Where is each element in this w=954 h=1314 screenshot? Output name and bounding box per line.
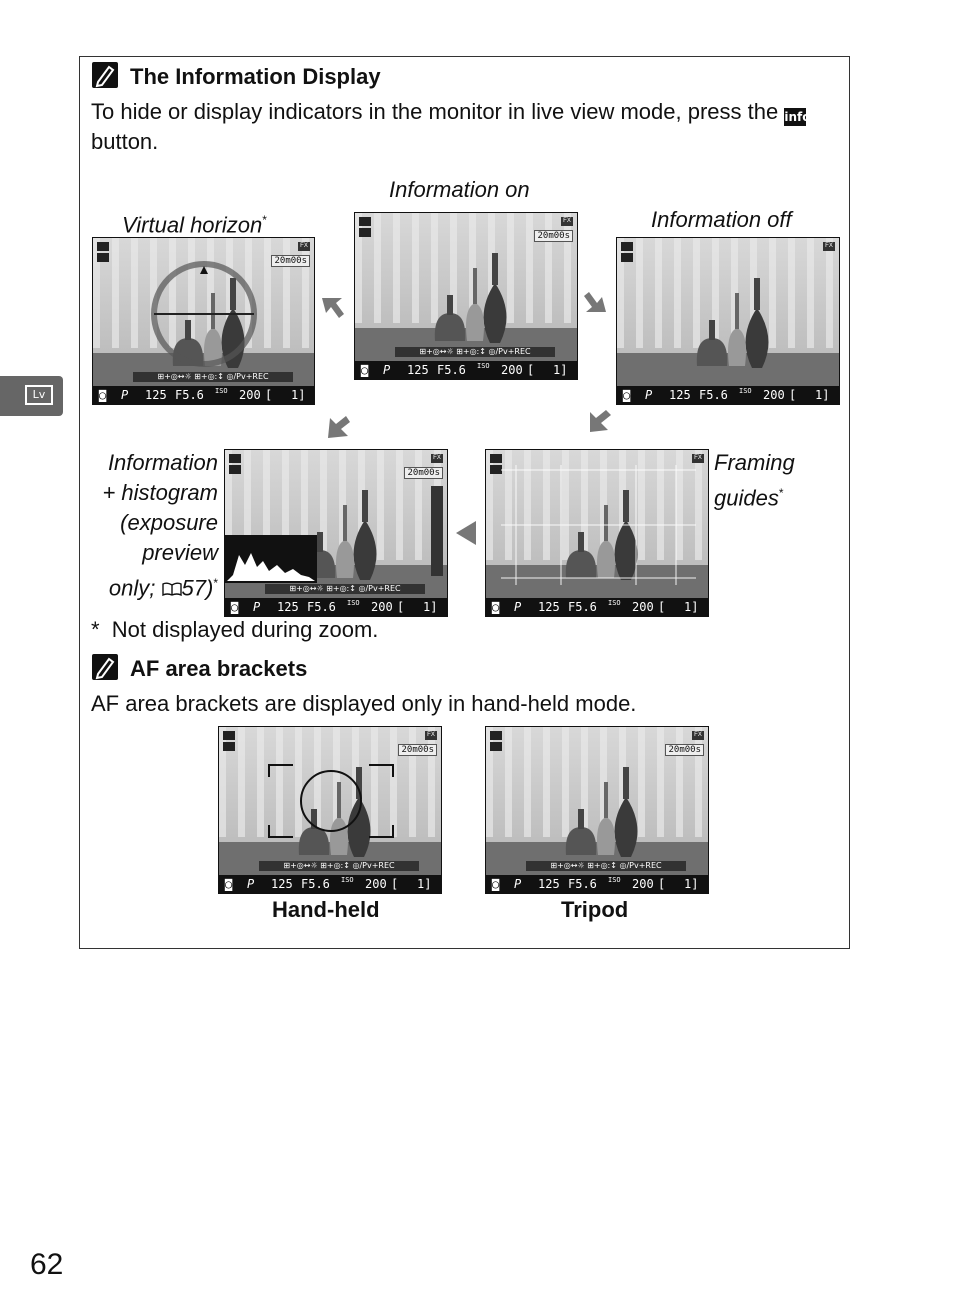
exposure-status-bar (93, 386, 314, 404)
bracket-open: [ (527, 363, 535, 377)
screen-tripod (485, 726, 709, 894)
iso-label: ISO (347, 599, 360, 607)
aperture: F5.6 (307, 600, 336, 614)
fx-format-icon: FX (692, 454, 704, 463)
bracket-open: [ (658, 600, 666, 614)
shutter-speed: 125 (271, 877, 293, 891)
shutter-speed: 125 (145, 388, 167, 402)
caption-tripod: Tripod (561, 897, 629, 922)
screen-virtual-horizon (92, 237, 315, 405)
shutter-speed: 125 (277, 600, 299, 614)
movie-mode-icon (490, 731, 502, 753)
movie-mode-icon (621, 242, 633, 264)
metering-icon: ◙ (99, 388, 107, 402)
screen-information-on (354, 212, 578, 380)
exposure-status-bar (617, 386, 839, 404)
arrow-to-virtual-horizon (318, 294, 348, 320)
framing-grid (486, 450, 709, 600)
screen-histogram (224, 449, 448, 617)
remaining-time: 20m00s (665, 744, 704, 756)
label-information-off: Information off (651, 207, 792, 232)
aperture: F5.6 (437, 363, 466, 377)
screen-framing-guides (485, 449, 709, 617)
note-body (91, 97, 843, 157)
screen-hand-held (218, 726, 442, 894)
frames-remaining: 1] (553, 363, 568, 377)
arrow-to-framing-guides (586, 410, 616, 436)
note2-title: AF area brackets (130, 656, 308, 681)
live-view-section-tab (0, 376, 63, 416)
aperture: F5.6 (568, 877, 597, 891)
screen-information-off (616, 237, 840, 405)
shutter-speed: 125 (538, 600, 560, 614)
control-icon-row: ⊞+◎↔☼ ⊞+◎:↕ ◎/Pv+REC (526, 861, 686, 871)
label-framing-guides: Framing guides* (714, 450, 795, 511)
frames-remaining: 1] (291, 388, 306, 402)
frames-remaining: 1] (684, 877, 699, 891)
remaining-time: 20m00s (534, 230, 573, 242)
frames-remaining: 1] (684, 600, 699, 614)
fx-format-icon: FX (561, 217, 573, 226)
bracket-open: [ (391, 877, 399, 891)
iso-label: ISO (608, 876, 621, 884)
iso-label: ISO (215, 387, 228, 395)
live-view-icon: Lv (25, 385, 53, 405)
fx-format-icon: FX (692, 731, 704, 740)
pencil-note-icon (92, 62, 118, 88)
metering-icon: ◙ (623, 388, 631, 402)
iso-value: 200 (239, 388, 261, 402)
iso-value: 200 (371, 600, 393, 614)
pencil-note-icon-2 (92, 654, 118, 680)
remaining-time: 20m00s (404, 467, 443, 479)
frames-remaining: 1] (423, 600, 438, 614)
iso-label: ISO (341, 876, 354, 884)
virtual-horizon-dial (148, 258, 260, 370)
exposure-status-bar (486, 598, 708, 616)
af-area-brackets (267, 763, 395, 839)
shutter-speed: 125 (407, 363, 429, 377)
fx-format-icon: FX (425, 731, 437, 740)
note2-body: AF area brackets are displayed only in hand-held mode. (91, 691, 637, 716)
control-icon-row: ⊞+◎↔☼ ⊞+◎:↕ ◎/Pv+REC (265, 584, 425, 594)
arrow-to-information-off (580, 290, 610, 316)
iso-value: 200 (365, 877, 387, 891)
iso-value: 200 (632, 600, 654, 614)
bracket-open: [ (789, 388, 797, 402)
movie-mode-icon (229, 454, 241, 476)
exposure-mode: P (645, 388, 653, 402)
label-information-on: Information on (389, 177, 530, 202)
movie-mode-icon (359, 217, 371, 239)
bracket-open: [ (397, 600, 405, 614)
aperture: F5.6 (301, 877, 330, 891)
control-icon-row: ⊞+◎↔☼ ⊞+◎:↕ ◎/Pv+REC (395, 347, 555, 357)
note-body-text: To hide or display indicators in the monitor in live view mode, press the (91, 99, 779, 124)
exposure-status-bar (355, 361, 577, 379)
frames-remaining: 1] (417, 877, 432, 891)
movie-mode-icon (97, 242, 109, 264)
exposure-mode: P (253, 600, 261, 614)
exposure-mode: P (121, 388, 129, 402)
fx-format-icon: FX (823, 242, 835, 251)
page-number: 62 (30, 1248, 64, 1281)
remaining-time: 20m00s (398, 744, 437, 756)
iso-value: 200 (501, 363, 523, 377)
histogram (225, 535, 317, 583)
remaining-time: 20m00s (271, 255, 310, 267)
exposure-mode: P (514, 600, 522, 614)
metering-icon: ◙ (231, 600, 239, 614)
fx-format-icon: FX (431, 454, 443, 463)
note-body-text-end: button. (91, 129, 159, 154)
exposure-mode: P (383, 363, 391, 377)
label-histogram: Information + histogram (exposure preview only; 57)* (102, 450, 218, 601)
shutter-speed: 125 (669, 388, 691, 402)
frames-remaining: 1] (815, 388, 830, 402)
exposure-mode: P (247, 877, 255, 891)
iso-value: 200 (632, 877, 654, 891)
metering-icon: ◙ (492, 600, 500, 614)
exposure-status-bar (486, 875, 708, 893)
movie-mode-icon (223, 731, 235, 753)
control-icon-row: ⊞+◎↔☼ ⊞+◎:↕ ◎/Pv+REC (259, 861, 419, 871)
arrow-to-virtual-horizon-up (324, 414, 354, 442)
book-icon (162, 574, 182, 588)
bracket-open: [ (265, 388, 273, 402)
iso-value: 200 (763, 388, 785, 402)
control-icon-row: ⊞+◎↔☼ ⊞+◎:↕ ◎/Pv+REC (133, 372, 293, 382)
metering-icon: ◙ (492, 877, 500, 891)
exposure-status-bar (225, 598, 447, 616)
fx-format-icon: FX (298, 242, 310, 251)
shutter-speed: 125 (538, 877, 560, 891)
exposure-indicator (431, 486, 443, 576)
metering-icon: ◙ (361, 363, 369, 377)
bracket-open: [ (658, 877, 666, 891)
arrow-to-histogram (454, 519, 478, 547)
info-button-icon: info (784, 110, 811, 124)
aperture: F5.6 (175, 388, 204, 402)
iso-label: ISO (608, 599, 621, 607)
iso-label: ISO (477, 362, 490, 370)
exposure-mode: P (514, 877, 522, 891)
footnote: * Not displayed during zoom. (91, 617, 379, 642)
iso-label: ISO (739, 387, 752, 395)
note-title: The Information Display (130, 64, 381, 89)
metering-icon: ◙ (225, 877, 233, 891)
label-virtual-horizon: Virtual horizon* (122, 212, 267, 238)
aperture: F5.6 (568, 600, 597, 614)
exposure-status-bar (219, 875, 441, 893)
aperture: F5.6 (699, 388, 728, 402)
caption-hand-held: Hand-held (272, 897, 380, 922)
